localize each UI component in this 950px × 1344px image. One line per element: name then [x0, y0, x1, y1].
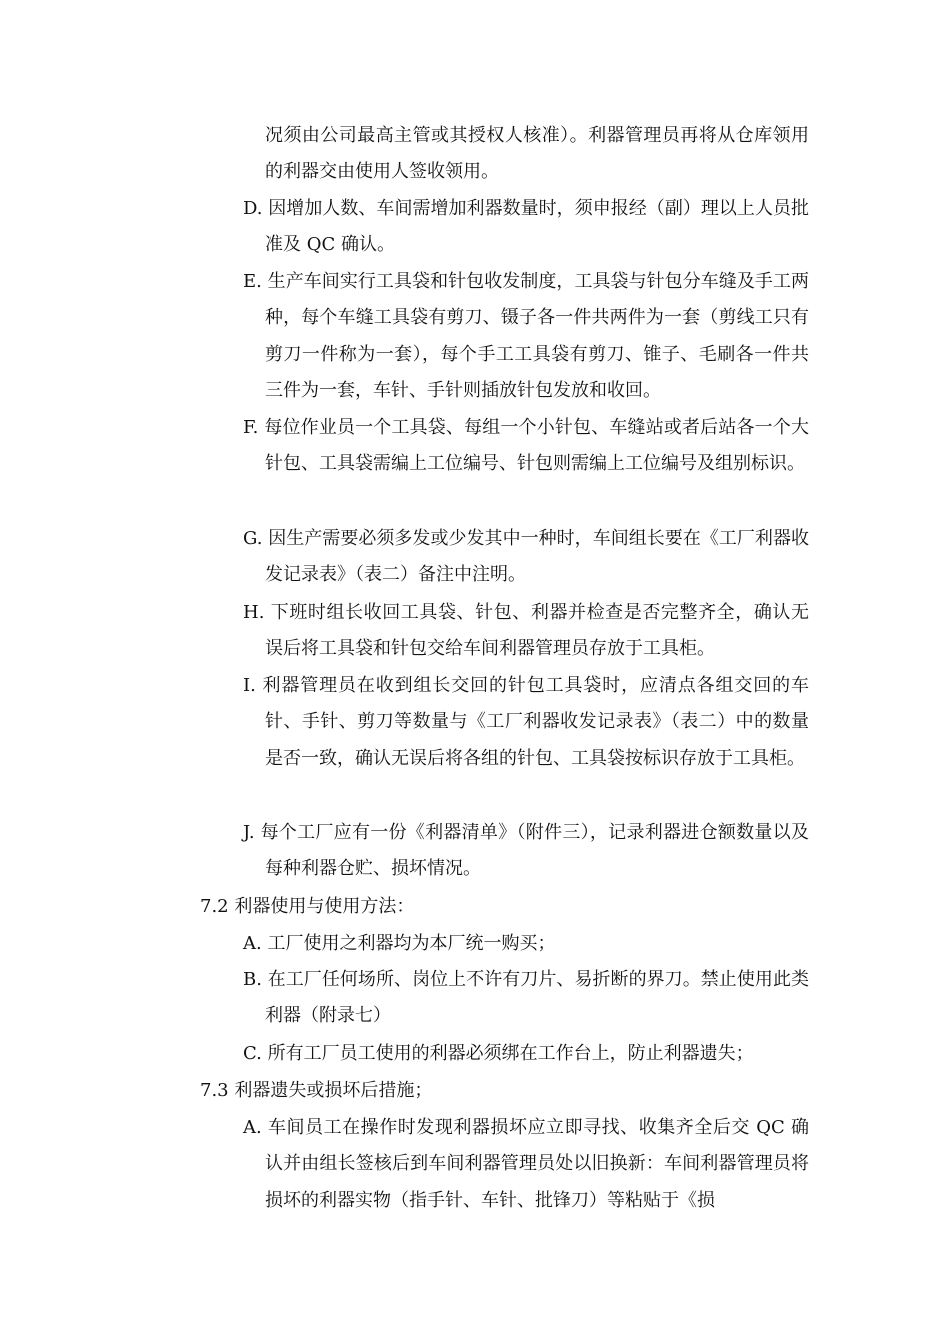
item-label: J. [243, 822, 255, 843]
list-item-7-2-b [243, 962, 809, 1035]
item-text: 每个工厂应有一份《利器清单》（附件三），记录利器进仓额数量以及每种利器仓贮、损坏情况。 [260, 822, 809, 880]
item-label: I. [243, 675, 256, 696]
list-item-7-2-a [243, 926, 809, 962]
item-text: 车间员工在操作时发现利器损坏应立即寻找、收集齐全后交 QC 确认并由组长签核后到车间利器管理员处以旧换新：车间利器管理员将损坏的利器实物（指手针、车针、批锋刀）等粘贴于《损 [265, 1117, 809, 1211]
item-text: 利器管理员在收到组长交回的针包工具袋时，应清点各组交回的车针、手针、剪刀等数量与《工厂利器收发记录表》（表二）中的数量是否一致，确认无误后将各组的针包、工具袋按标识存放于工具柜。 [262, 675, 809, 769]
continuation-text: 况须由公司最高主管或其授权人核准）。利器管理员再将从仓库领用的利器交由使用人签收领用。 [265, 125, 809, 183]
item-label: G. [243, 528, 263, 549]
list-item-g [243, 521, 809, 594]
item-label: D. [243, 198, 263, 219]
list-item-7-3-a [243, 1110, 809, 1219]
item-label: E. [243, 271, 262, 292]
list-item-f [243, 410, 809, 483]
list-item-h [243, 595, 809, 668]
item-label: A. [243, 1117, 262, 1138]
item-text: 工厂使用之利器均为本厂统一购买； [267, 933, 556, 954]
list-item-e [243, 264, 809, 410]
item-text: 下班时组长收回工具袋、针包、利器并检查是否完整齐全，确认无误后将工具袋和针包交给车间利器管理员存放于工具柜。 [265, 602, 809, 660]
item-label: B. [243, 969, 262, 990]
item-label: F. [243, 417, 259, 438]
item-text: 生产车间实行工具袋和针包收发制度，工具袋与针包分车缝及手工两种，每个车缝工具袋有剪刀、镊子各一件共两件为一套（剪线工只有剪刀一件称为一套），每个手工工具袋有剪刀、锥子、毛刷各一件共三件为一套，车针、手针则插放针包发放和收回。 [265, 271, 809, 402]
item-text: 在工厂任何场所、岗位上不许有刀片、易折断的界刀。禁止使用此类利器（附录七） [265, 969, 809, 1027]
item-text: 因增加人数、车间需增加利器数量时，须申报经（副）理以上人员批准及 QC 确认。 [265, 198, 809, 256]
item-text: 所有工厂员工使用的利器必须绑在工作台上，防止利器遗失； [267, 1043, 754, 1064]
item-label: H. [243, 602, 265, 623]
list-item-i [243, 668, 809, 777]
section-heading-7-3: 7.3 利器遗失或损坏后措施； [200, 1080, 433, 1101]
item-label: A. [243, 933, 262, 954]
continuation-paragraph [243, 118, 809, 191]
list-item-j [243, 815, 809, 888]
section-heading-7-2: 7.2 利器使用与使用方法： [200, 896, 415, 917]
item-text: 因生产需要必须多发或少发其中一种时，车间组长要在《工厂利器收发记录表》（表二）备注中注明。 [265, 528, 809, 586]
item-text: 每位作业员一个工具袋、每组一个小针包、车缝站或者后站各一个大针包、工具袋需编上工位编号、针包则需编上工位编号及组别标识。 [264, 417, 809, 475]
list-item-d [243, 191, 809, 264]
item-label: C. [243, 1043, 262, 1064]
list-item-7-2-c [243, 1036, 809, 1072]
